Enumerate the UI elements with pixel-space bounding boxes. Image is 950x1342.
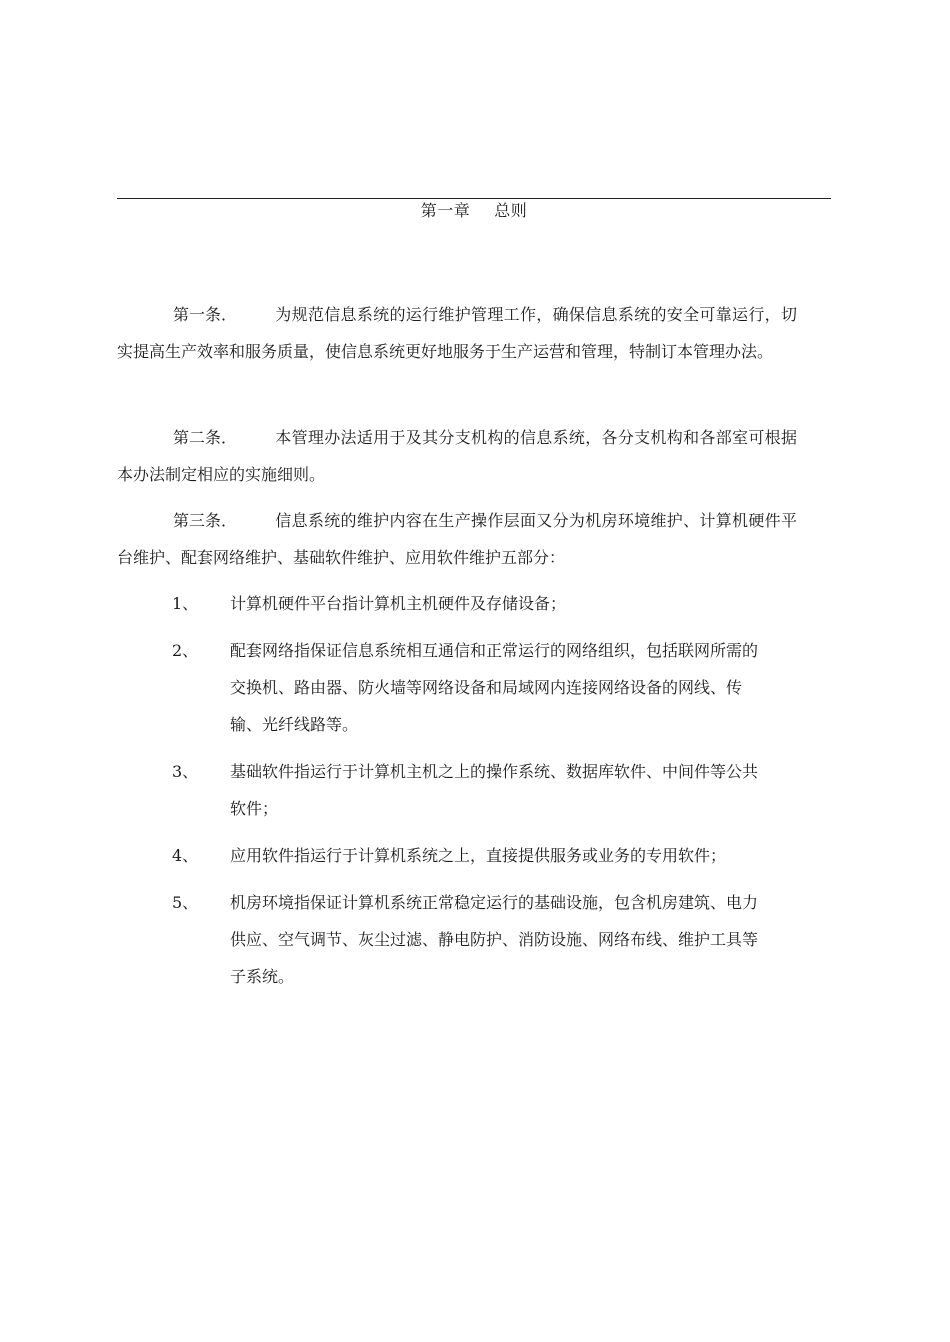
item-text: 机房环境指保证计算机系统正常稳定运行的基础设施，包含机房建筑、电力供应、空气调节、灰尘过滤、静电防护、消防设施、网络布线、维护工具等子系统。	[230, 893, 759, 986]
article-text: 为规范信息系统的运行维护管理工作，确保信息系统的安全可靠运行，切实提高生产效率和服务质量，使信息系统更好地服务于生产运营和管理，特制订本管理办法。	[117, 305, 797, 361]
item-number: 1、	[172, 594, 199, 613]
article-2	[117, 419, 797, 493]
list-item-5	[172, 884, 772, 995]
list-item-2	[172, 632, 772, 743]
item-text: 配套网络指保证信息系统相互通信和正常运行的网络组织，包括联网所需的交换机、路由器、防火墙等网络设备和局域网内连接网络设备的网线、传输、光纤线路等。	[230, 641, 759, 734]
article-1	[117, 296, 797, 370]
chapter-number: 第一章	[420, 201, 471, 220]
list-item-1	[172, 585, 772, 622]
article-label: 第一条．	[173, 305, 238, 324]
item-text: 应用软件指运行于计算机系统之上，直接提供服务或业务的专用软件；	[230, 846, 727, 865]
item-number: 3、	[172, 762, 199, 781]
list-item-4	[172, 837, 812, 874]
article-3	[117, 502, 797, 576]
item-number: 4、	[172, 846, 199, 865]
chapter-heading	[117, 200, 831, 222]
item-number: 2、	[172, 641, 199, 660]
item-text: 计算机硬件平台指计算机主机硬件及存储设备；	[230, 594, 567, 613]
article-text: 信息系统的维护内容在生产操作层面又分为机房环境维护、计算机硬件平台维护、配套网络维护、基础软件维护、应用软件维护五部分：	[117, 511, 797, 567]
chapter-title: 总则	[494, 201, 528, 220]
item-number: 5、	[172, 893, 199, 912]
article-label: 第三条．	[173, 511, 238, 530]
article-label: 第二条．	[173, 428, 238, 447]
header-rule	[117, 198, 831, 199]
article-text: 本管理办法适用于及其分支机构的信息系统，各分支机构和各部室可根据本办法制定相应的实施细则。	[117, 428, 797, 484]
item-text: 基础软件指运行于计算机主机之上的操作系统、数据库软件、中间件等公共软件；	[230, 762, 759, 818]
list-item-3	[172, 753, 772, 827]
